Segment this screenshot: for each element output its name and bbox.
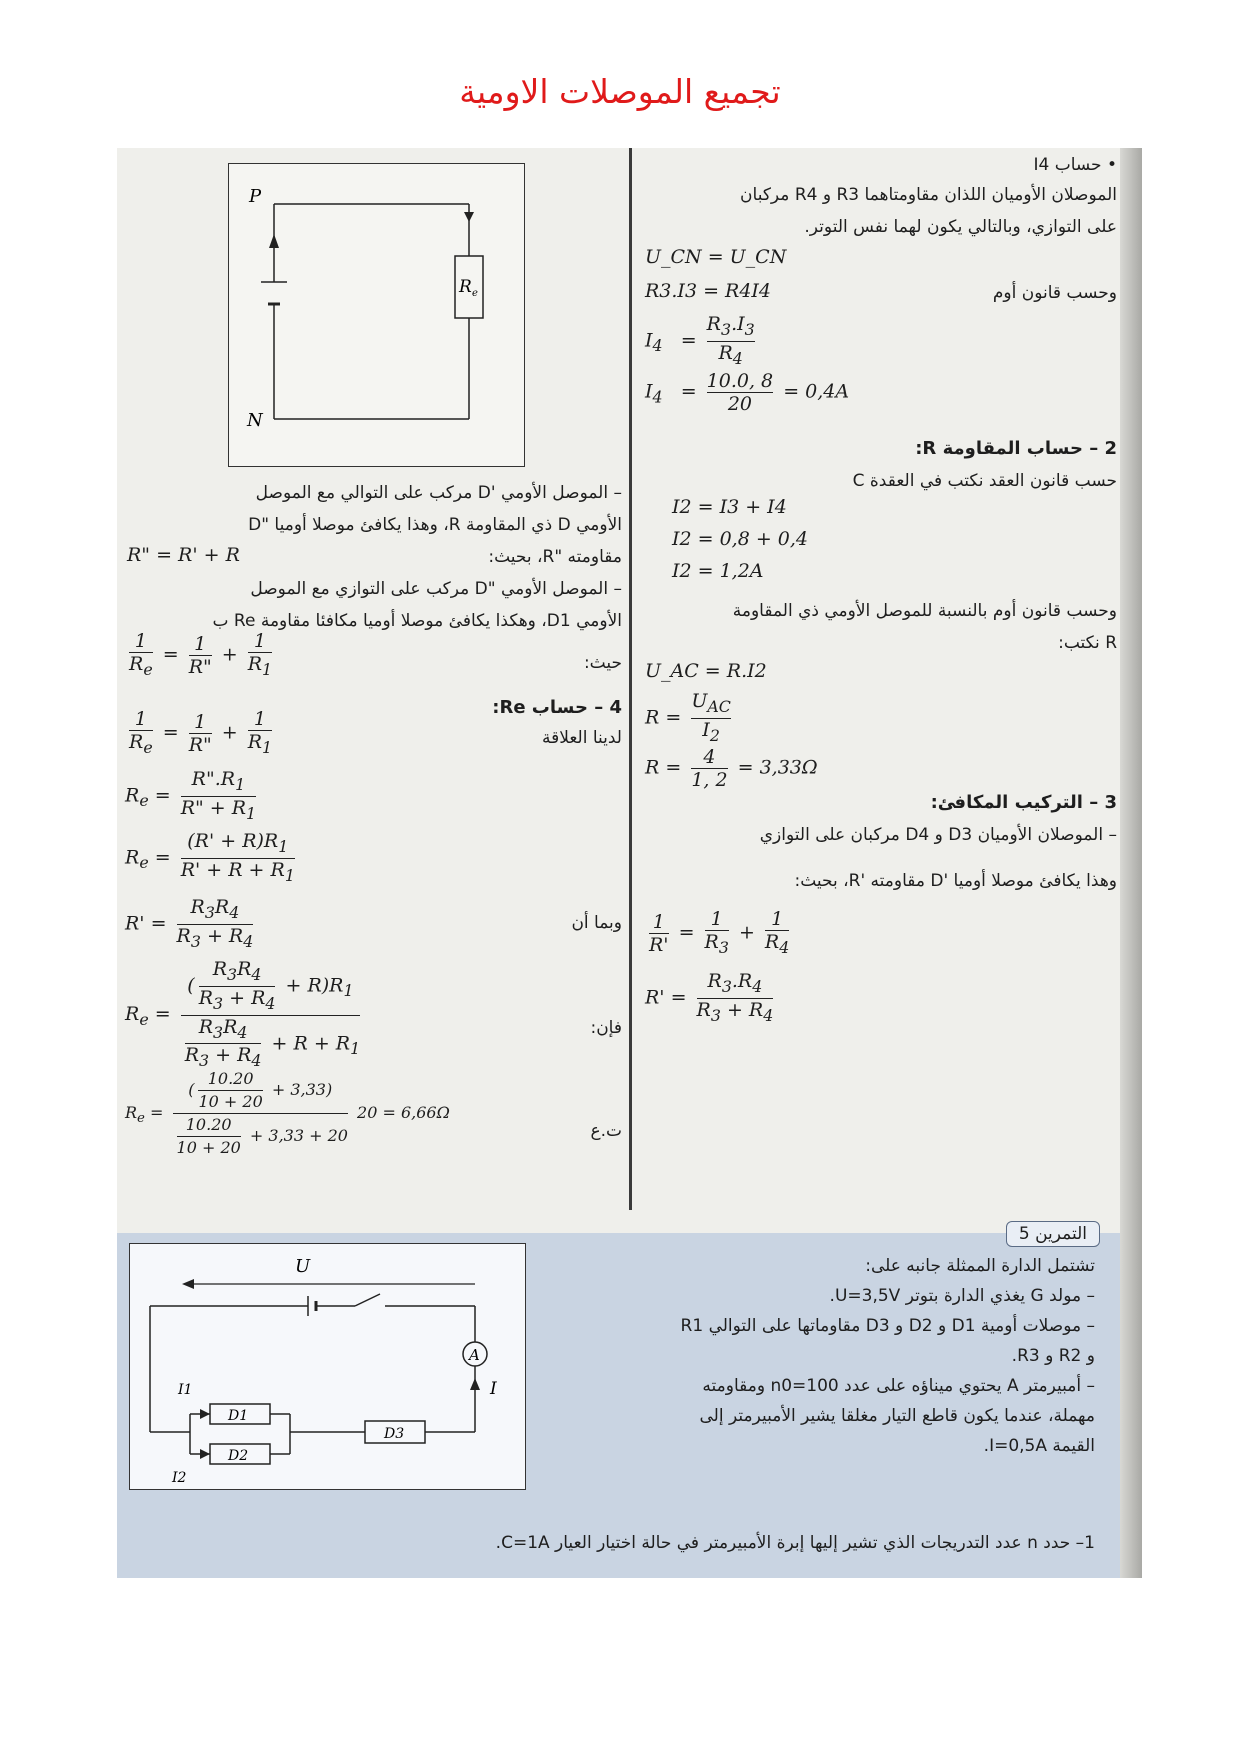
eq-i4-formula: $I_4$ = $\frac{R_3.I_3}{R_4}$	[645, 313, 755, 368]
exercise-panel	[117, 1224, 1120, 1578]
exercise-line-1: تشتمل الدارة الممثلة جانبه على:	[865, 1256, 1095, 1276]
exercise-line-2: – مولد G يغذي الدارة بتوتر U=3,5V.	[829, 1286, 1095, 1306]
right-paragraph-6: وهذا يكافئ موصلا أوميا 'D مقاومته 'R، بحيث:	[794, 871, 1117, 891]
label-d2: D2	[228, 1448, 249, 1464]
left-paragraph-3: مقاومته "R، بحيث:	[488, 547, 622, 567]
scanned-page	[117, 148, 1142, 1578]
section-4-since: وبما أن	[571, 913, 622, 933]
column-divider	[629, 148, 632, 1210]
label-i2: I2	[172, 1470, 187, 1486]
label-re-sub: e	[472, 288, 478, 299]
section-4-numeric-label: ت.ع	[590, 1121, 622, 1141]
label-ammeter: A	[469, 1346, 480, 1364]
section-4-then: فإن:	[590, 1018, 622, 1038]
eq-r-double-prime: R" = R' + R	[127, 544, 240, 566]
exercise-line-3: – موصلات أومية D1 و D2 و D3 مقاوماتها على التوالي R1	[680, 1316, 1095, 1336]
right-paragraph-2: على التوازي، وبالتالي يكون لهما نفس التوتر.	[804, 217, 1117, 237]
right-paragraph-4: R نكتب:	[1058, 633, 1117, 653]
label-p: P	[249, 186, 262, 207]
eq-re-product: $R_e$ = $\frac{R".R_1}{R" + R_1}$	[125, 768, 257, 823]
left-paragraph-5: الأومي D1، وهكذا يكافئ موصلا أوميا مكافئا مقاومة Re ب	[212, 611, 622, 631]
label-i1: I1	[178, 1382, 193, 1398]
exercise-circuit	[129, 1243, 526, 1490]
section-3-heading: 3 – التركيب المكافئ:	[930, 792, 1117, 813]
eq-i4-result: = 0,4A	[783, 380, 850, 403]
section-2-heading: 2 – حساب المقاومة R:	[915, 438, 1117, 459]
exercise-circuit-drawing	[130, 1244, 525, 1489]
page-title: تجميع الموصلات الاومية	[459, 72, 781, 111]
exercise-line-7: القيمة I=0,5A.	[983, 1436, 1095, 1456]
eq-r-value: R = $\frac{4}{1, 2}$ = 3,33Ω	[645, 746, 818, 791]
eq-uac: U_AC = R.I2	[645, 660, 767, 682]
exercise-line-4: و R2 و R3.	[1011, 1346, 1095, 1366]
eq-i4-value: $I_4$ = $\frac{10.0, 8}{20}$ = 0,4A	[645, 370, 850, 415]
eq-re-expanded: $R_e$ = $\frac{(R' + R)R_1}{R' + R + R_1}$	[125, 830, 295, 885]
exercise-question-1: 1– حدد n عدد التدريجات الذي تشير إليها إبرة الأمبيرمتر في حالة اختيار العيار C=1A.	[495, 1533, 1095, 1553]
exercise-statement	[515, 1251, 1095, 1461]
label-d1: D1	[228, 1408, 249, 1424]
section-4-lead: لدينا العلاقة	[541, 728, 622, 748]
eq-re-numeric: $R_e$ = ( $\frac{10.20}{10 + 20}$ + 3,33) $\frac{10.20}{10 + 20}$ + 3,33 + 20 20 = 6,66Ω	[125, 1069, 450, 1157]
eq-re-result: 20 = 6,66Ω	[357, 1103, 450, 1122]
label-current-i: I	[490, 1379, 497, 1399]
left-paragraph-6: حيث:	[583, 653, 622, 673]
circuit-drawing	[229, 164, 524, 466]
right-paragraph-3: وحسب قانون أوم بالنسبة للموصل الأومي ذي المقاومة	[732, 601, 1117, 621]
label-n: N	[247, 410, 263, 431]
eq-i2-numbers: I2 = 0,8 + 0,4	[672, 528, 809, 550]
label-re: R	[459, 277, 472, 297]
right-node-law: حسب قانون العقد نكتب في العقدة C	[852, 471, 1117, 491]
left-paragraph-4: – الموصل الأومي "D مركب على التوازي مع الموصل	[250, 579, 622, 599]
eq-r-formula: R = $\frac{U_{AC}}{I_2}$	[645, 690, 731, 745]
eq-parallel-1: $\frac{1}{R_e}$ = $\frac{1}{R"}$ + $\frac{1}{R_1}$	[129, 630, 273, 679]
eq-r-result: = 3,33Ω	[737, 756, 818, 779]
left-paragraph-2: الأومي D ذي المقاومة R، وهذا يكافئ موصلا أوميا "D	[248, 515, 622, 535]
left-paragraph-1: – الموصل الأومي 'D مركب على التوالي مع الموصل	[255, 483, 622, 503]
eq-r-prime-product: R' = $\frac{R_3.R_4}{R_3 + R_4}$	[645, 970, 774, 1025]
eq-i2-result: I2 = 1,2A	[672, 560, 764, 582]
eq-r-prime: R' = $\frac{R_3R_4}{R_3 + R_4}$	[125, 896, 254, 951]
right-paragraph-5: – الموصلان الأوميان D3 و D4 مركبان على التوازي	[759, 825, 1117, 845]
eq-r-prime-parallel: $\frac{1}{R'}$ = $\frac{1}{R_3}$ + $\frac{1}{R_4}$	[649, 908, 790, 957]
circuit-diagram-equivalent	[228, 163, 525, 467]
right-ohm-law: وحسب قانون أوم	[992, 283, 1117, 303]
right-heading-i4: • حساب I4	[1033, 155, 1117, 175]
label-u: U	[295, 1256, 311, 1277]
eq-r3i3: R3.I3 = R4I4	[645, 280, 772, 302]
exercise-label: التمرين 5	[1006, 1221, 1100, 1247]
exercise-line-5: – أمبيرمتر A يحتوي ميناؤه على عدد n0=100 ومقاومته	[702, 1376, 1095, 1396]
label-d3: D3	[384, 1426, 405, 1442]
section-4-heading: 4 – حساب Re:	[492, 697, 622, 718]
right-paragraph-1: الموصلان الأوميان اللذان مقاومتاهما R3 و R4 مركبان	[740, 185, 1117, 205]
eq-re-full: $R_e$ = ( $\frac{R_3R_4}{R_3 + R_4}$ + $R)R_1$ $\frac{R_3R_4}{R_3 + R_4}$ + $R + R_1$	[125, 958, 361, 1071]
scan-shadow-edge	[1120, 148, 1142, 1578]
eq-parallel-2: $\frac{1}{R_e}$ = $\frac{1}{R"}$ + $\frac{1}{R_1}$	[129, 708, 273, 757]
eq-i2-sum: I2 = I3 + I4	[672, 496, 787, 518]
exercise-line-6: مهملة، عندما يكون قاطع التيار مغلقا يشير الأمبيرمتر إلى	[699, 1406, 1095, 1426]
eq-ucn: U_CN = U_CN	[645, 246, 787, 268]
